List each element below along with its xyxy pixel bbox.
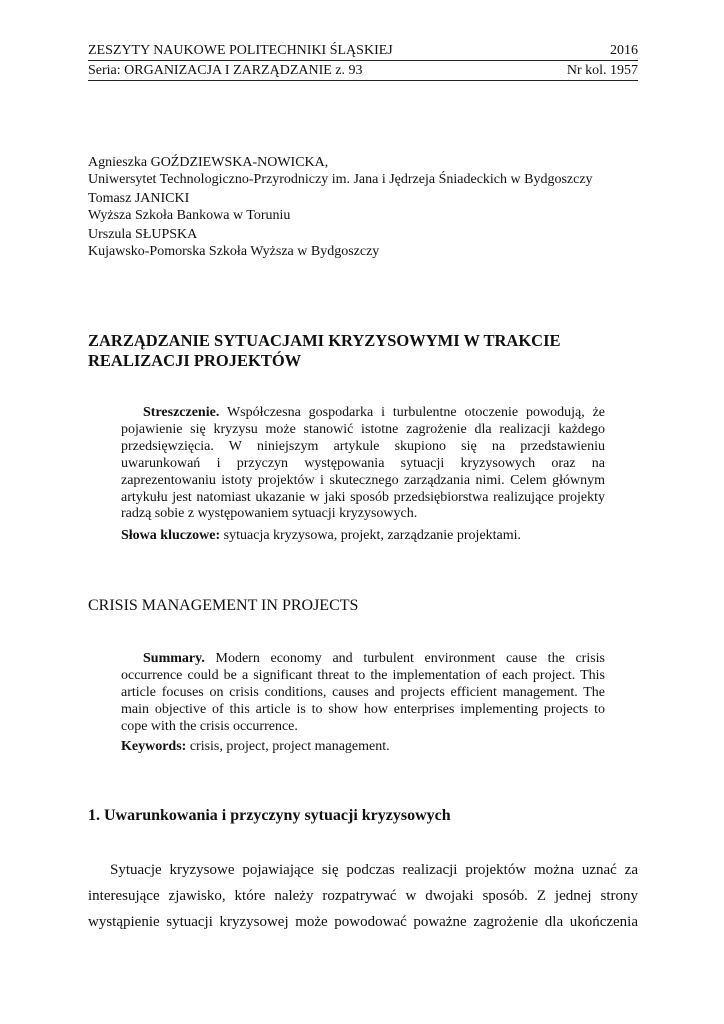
keywords-text: crisis, project, project management. (189, 739, 390, 754)
body-line: interesujące zjawisko, które należy rozpatrywać w dwojaki sposób. Z jednej strony (88, 888, 638, 904)
document-page (88, 0, 638, 1024)
section-body (88, 857, 638, 935)
paper-title-en: CRISIS MANAGEMENT IN PROJECTS (88, 597, 359, 614)
keywords-pl (121, 528, 605, 545)
summary-label: Summary. (143, 651, 205, 666)
journal-number: Nr kol. 1957 (566, 63, 638, 78)
summary-text: Modern economy and turbulent environment cause the crisis occurrence could be a significant threat to the implementation of each project. This article focuses on crisis conditions, causes and projects efficient management. The main objective of this article is to show how enterprises implementing projects to cope with the crisis occurrence. (121, 651, 605, 734)
journal-series: Seria: ORGANIZACJA I ZARZĄDZANIE z. 93 (88, 63, 363, 78)
journal-name: ZESZYTY NAUKOWE POLITECHNIKI ŚLĄSKIEJ (88, 43, 393, 58)
author-name: Agnieszka GOŹDZIEWSKA-NOWICKA, (88, 155, 329, 170)
abstract-pl (121, 405, 605, 523)
body-line: Sytuacje kryzysowe pojawiające się podczas realizacji projektów można uznać za (110, 862, 638, 878)
keywords-en (121, 739, 605, 756)
abstract-label: Streszczenie. (143, 405, 220, 420)
author-affiliation: Kujawsko-Pomorska Szkoła Wyższa w Bydgoszczy (88, 243, 380, 259)
section-heading: 1. Uwarunkowania i przyczyny sytuacji kryzysowych (88, 807, 451, 824)
title-line: ZARZĄDZANIE SYTUACJAMI KRYZYSOWYMI W TRAKCIE (88, 331, 561, 350)
keywords-label: Keywords: (121, 739, 187, 754)
header-rule-bottom (88, 80, 638, 81)
author-block (88, 155, 648, 260)
author-name: Tomasz JANICKI (88, 191, 190, 206)
paper-title-pl (88, 331, 638, 371)
body-line: wystąpienie sytuacji kryzysowej może powodować poważne zagrożenie dla ukończenia (88, 914, 638, 930)
journal-year: 2016 (610, 43, 638, 58)
author-name: Urszula SŁUPSKA (88, 227, 198, 242)
title-line: REALIZACJI PROJEKTÓW (88, 351, 302, 370)
abstract-text: Współczesna gospodarka i turbulentne otoczenie powodują, że pojawienie się kryzysu może stanowić istotne zagrożenie dla realizacji każdego przedsięwzięcia. W niniejszym artykule skupiono się na przedstawieniu uwarunkowań i przyczyn występowania sytuacji kryzysowych oraz na zaprezentowaniu istoty projektów i skutecznego zarządzania nimi. Celem głównym artykułu jest natomiast ukazanie w jaki sposób przedsiębiorstwa realizujące projekty radzą sobie z występowaniem sytuacji kryzysowych. (121, 405, 605, 522)
author-affiliation: Wyższa Szkoła Bankowa w Toruniu (88, 207, 291, 223)
header-rule-top (88, 60, 638, 61)
author-affiliation: Uniwersytet Technologiczno-Przyrodniczy im. Jana i Jędrzeja Śniadeckich w Bydgoszczy (88, 171, 593, 187)
keywords-label: Słowa kluczowe: (121, 528, 221, 543)
abstract-en (121, 651, 605, 736)
keywords-text: sytuacja kryzysowa, projekt, zarządzanie projektami. (223, 528, 522, 543)
